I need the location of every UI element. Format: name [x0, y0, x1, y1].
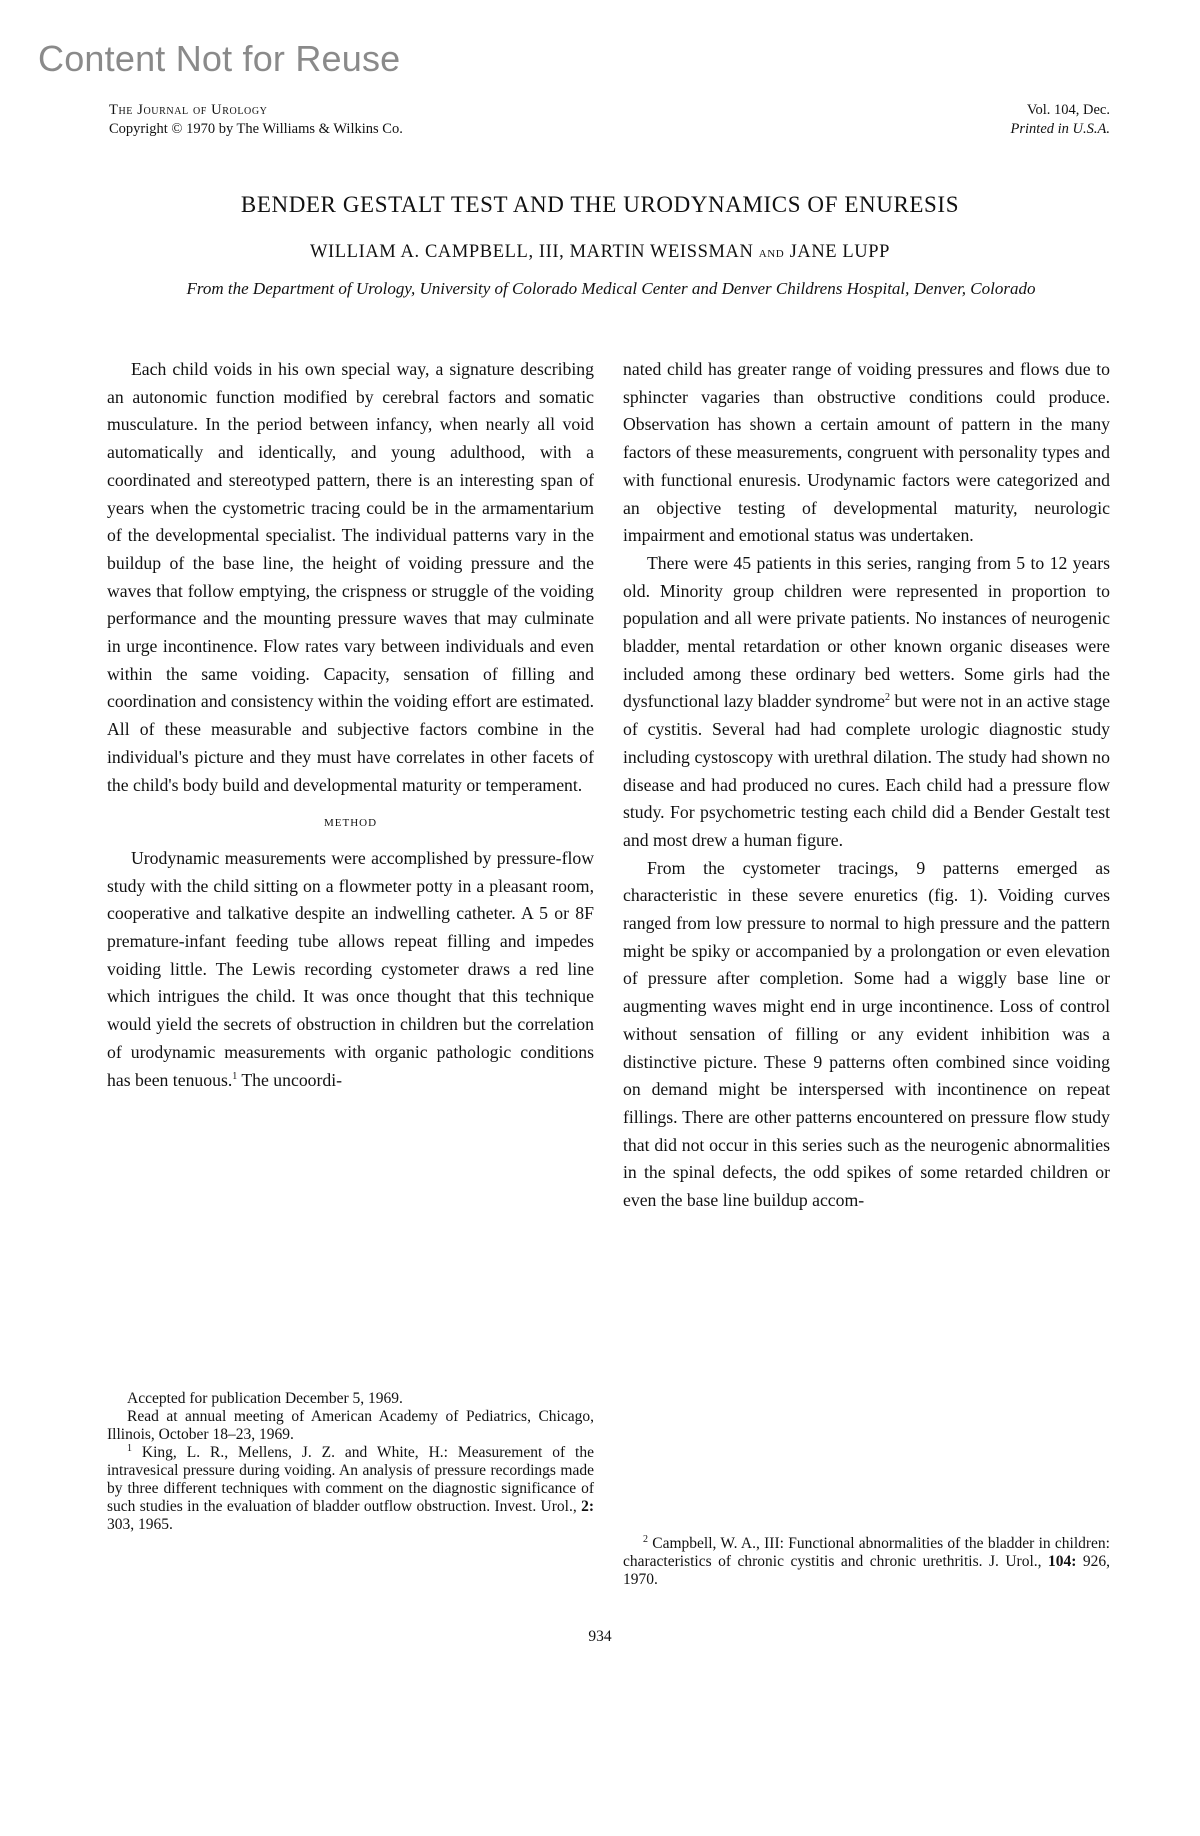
footnote-2-text: Campbell, W. A., III: Functional abnormalities of the bladder in children: characteristics of chronic cystitis and chronic urethritis. J. Urol.,	[623, 1535, 1110, 1570]
footnote-ref-2: 2	[885, 692, 890, 704]
meeting-note: Read at annual meeting of American Academy of Pediatrics, Chicago, Illinois, October 18–23, 1969.	[107, 1408, 594, 1443]
acceptance-note: Accepted for publication December 5, 1969.	[127, 1390, 403, 1407]
journal-header	[109, 101, 403, 139]
journal-name: The Journal of Urology	[109, 102, 268, 118]
copyright-line: Copyright © 1970 by The Williams & Wilkins Co.	[109, 121, 403, 137]
printed-info: Printed in U.S.A.	[1010, 121, 1110, 137]
page-number: 934	[588, 1628, 612, 1645]
patients-paragraph	[623, 550, 1110, 855]
intro-paragraph: Each child voids in his own special way, a signature describing an autonomic function modified by cerebral factors and somatic musculature. In the period between infancy, when nearly all void automatically and identically, and young adulthood, with a coordinated and stereotyped pattern, there is an interesting span of years when the cystometric tracing could be in the armamentarium of the developmental specialist. The individual patterns vary in the buildup of the base line, the height of voiding pressure and the waves that follow emptying, the crispness or struggle of the voiding performance and the mounting pressure waves that may culminate in urge incontinence. Flow rates vary between individuals and even within the same voiding. Capacity, sensation of filling and coordination and consistency within the voiding effort are estimated. All of these measurable and subjective factors combine in the individual's picture and they must have correlates in other facets of the child's body build and developmental maturity or temperament.	[107, 359, 594, 795]
volume-info: Vol. 104, Dec.	[1026, 102, 1110, 118]
continued-paragraph: nated child has greater range of voiding pressures and flows due to sphincter vagaries than obstructive conditions could produce. Observation has shown a certain amount of pattern in the many factors of these measurements, congruent with personality types and with functional enuresis. Urodynamic factors were categorized and an objective testing of developmental maturity, neurologic impairment and emotional status was undertaken.	[623, 359, 1110, 546]
footnote-2	[623, 1535, 1110, 1589]
footnote-2-pages: 926, 1970.	[623, 1553, 1111, 1588]
section-heading-method: method	[323, 814, 378, 831]
method-paragraph	[107, 845, 594, 1094]
left-column	[107, 356, 594, 1094]
affiliation: From the Department of Urology, University of Colorado Medical Center and Denver Childrens Hospital, Denver, Colorado	[186, 279, 1036, 298]
author-names: WILLIAM A. CAMPBELL, III, MARTIN WEISSMAN	[309, 242, 754, 262]
right-column	[623, 356, 1110, 1215]
patients-text-b: but were not in an active stage of cystitis. Several had had complete urologic diagnostic study including cystoscopy with urethral dilation. The study had shown no disease and had produced no cures. Each child had a pressure flow study. For psychometric testing each child did a Bender Gestalt test and most drew a human figure.	[623, 691, 1110, 850]
footnotes-left	[107, 1390, 594, 1534]
footnote-1	[107, 1444, 594, 1534]
footnote-1-number: 1	[127, 1442, 132, 1454]
patterns-paragraph: From the cystometer tracings, 9 patterns emerged as characteristic in these severe enuretics (fig. 1). Voiding curves ranged from low pressure to normal to high pressure and the pattern might be spiky or accompanied by a prolongation or even elevation of pressure after completion. Some had a wiggly base line or augmenting waves might end in urge incontinence. Loss of control without sensation of filling or any evident inhibition was a distinctive picture. These 9 patterns often combined since voiding on demand might be interspersed with incontinence on repeat fillings. There are other patterns encountered on pressure flow study that did not occur in this series such as the neurogenic abnormalities in the spinal defects, the odd spikes of some retarded children or even the base line buildup accom-	[623, 857, 1110, 1211]
watermark: Content Not for Reuse	[38, 38, 401, 79]
author-list	[0, 242, 1200, 263]
author-last: JANE LUPP	[789, 242, 891, 262]
footnote-2-volume: 104:	[1047, 1553, 1077, 1570]
footnote-1-text: King, L. R., Mellens, J. Z. and White, H.: Measurement of the intravesical pressure during voiding. An analysis of pressure recordings made by three different techniques with comment on the diagnostic significance of such studies in the evaluation of bladder outflow obstruction. Invest. Urol.,	[107, 1444, 594, 1515]
footnote-1-volume: 2:	[581, 1498, 594, 1515]
patients-text-a: There were 45 patients in this series, ranging from 5 to 12 years old. Minority group children were represented in proportion to population and all were private patients. No instances of neurogenic bladder, mental retardation or other known organic diseases were included among these ordinary bed wetters. Some girls had the dysfunctional lazy bladder syndrome	[623, 552, 1110, 712]
footnote-1-pages: 303, 1965.	[107, 1516, 173, 1533]
method-text: Urodynamic measurements were accomplished by pressure-flow study with the child sitting on a flowmeter potty in a pleasant room, cooperative and talkative despite an indwelling catheter. A 5 or 8F premature-infant feeding tube allows repeat filling and impedes voiding little. The Lewis recording cystometer draws a red line which intrigues the child. It was once thought that this technique would yield the secrets of obstruction in children but the correlation of urodynamic measurements with organic pathologic conditions has been tenuous.	[107, 847, 594, 1090]
footnote-ref-1: 1	[232, 1070, 238, 1082]
author-conjunction: and	[758, 245, 785, 261]
footnote-2-number: 2	[643, 1533, 648, 1545]
article-title: BENDER GESTALT TEST AND THE URODYNAMICS OF ENURESIS	[240, 192, 960, 217]
footnotes-right	[623, 1535, 1110, 1589]
method-tail: The uncoordi-	[237, 1069, 343, 1090]
volume-header	[1011, 101, 1110, 139]
